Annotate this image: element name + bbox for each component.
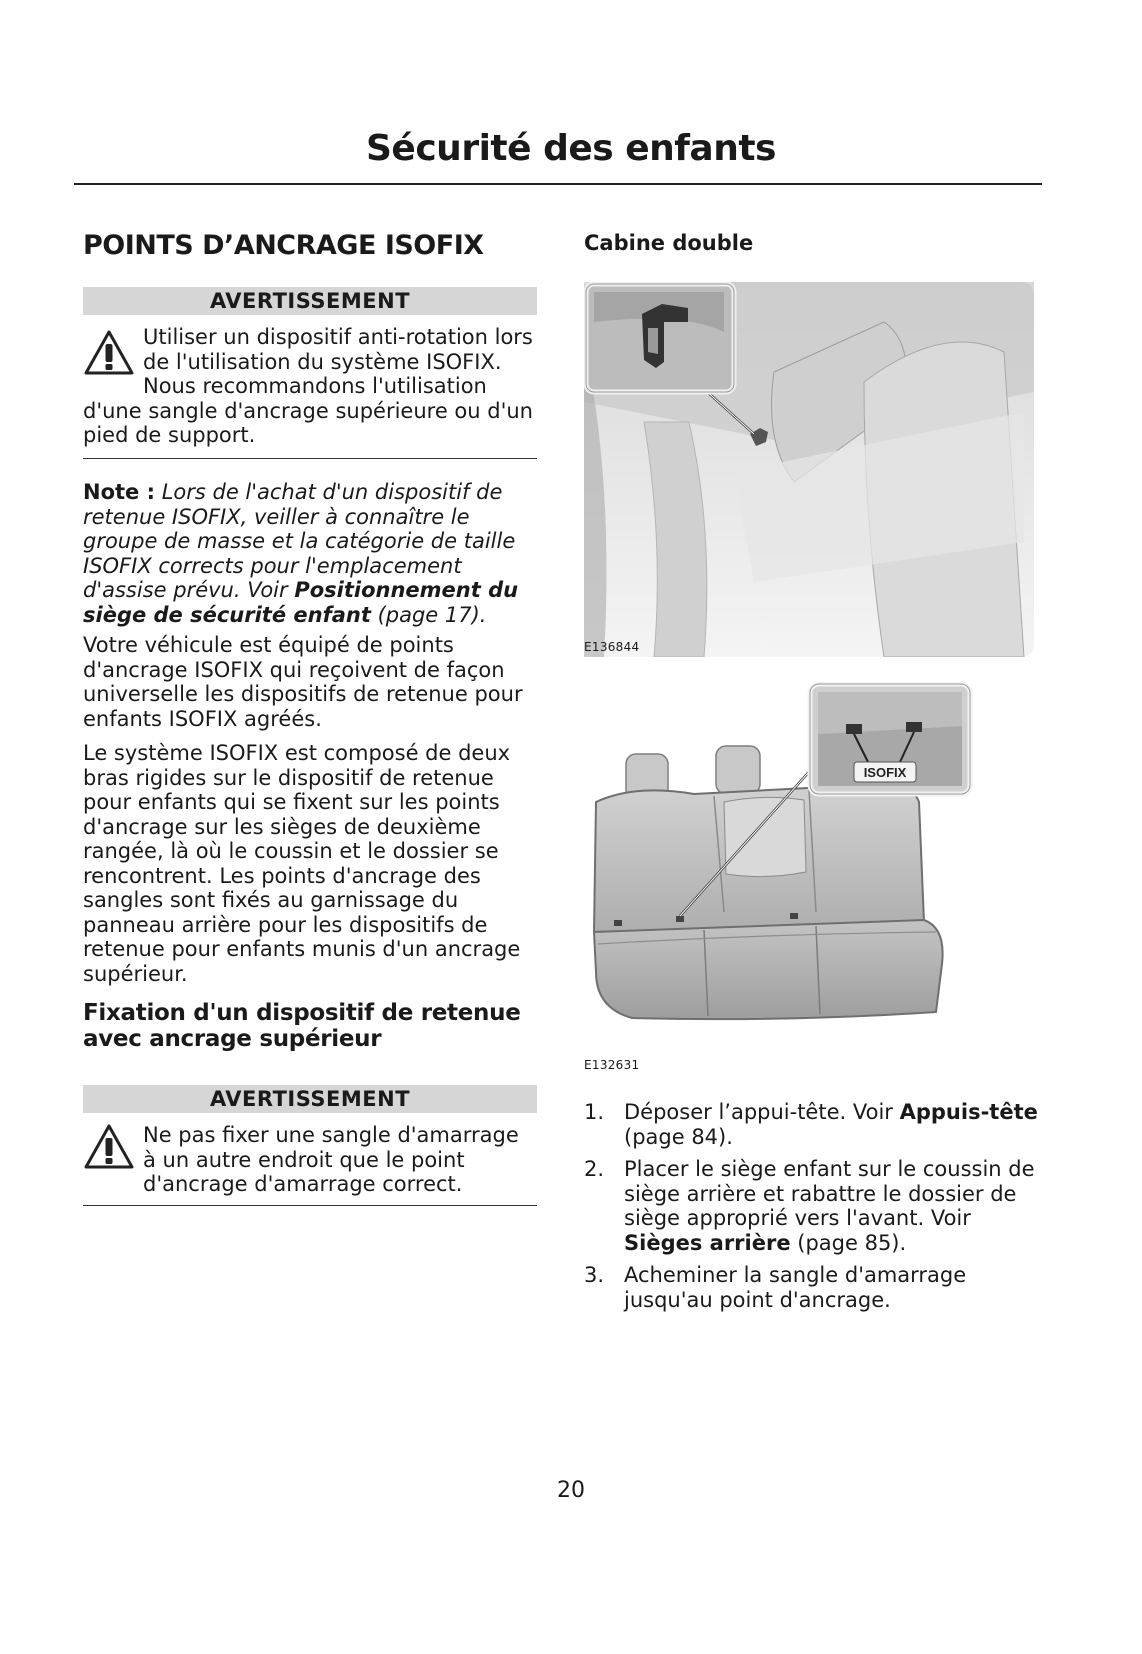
instruction-steps bbox=[584, 1100, 1044, 1320]
step-page-ref: (page 85). bbox=[797, 1230, 907, 1255]
step-link[interactable]: Appuis-tête bbox=[899, 1100, 1038, 1124]
step-text: Acheminer la sangle d'amarrage jusqu'au point d'ancrage. bbox=[624, 1263, 967, 1312]
figure-tether-anchor bbox=[584, 282, 1034, 657]
warning-triangle-icon bbox=[83, 1123, 135, 1171]
list-item bbox=[584, 1157, 1044, 1255]
warning-text: Ne pas fixer une sangle d'amarrage à un autre endroit que le point d'ancrage d'amarrage correct. bbox=[143, 1123, 519, 1196]
page-title: Sécurité des enfants bbox=[366, 128, 776, 169]
warning-label: AVERTISSEMENT bbox=[83, 1085, 537, 1113]
warning-divider bbox=[83, 458, 537, 459]
subsection-heading: Fixation d'un dispositif de retenue avec ancrage supérieur bbox=[83, 1000, 521, 1052]
list-item bbox=[584, 1263, 1044, 1312]
page-number: 20 bbox=[557, 1478, 585, 1503]
step-link[interactable]: Sièges arrière bbox=[624, 1230, 791, 1255]
warning-label: AVERTISSEMENT bbox=[83, 287, 537, 315]
cab-label: Cabine double bbox=[584, 231, 754, 255]
warning-text: Utiliser un dispositif anti-rotation lors de l'utilisation du système ISOFIX. Nous recommandons l'utilisation d'une sangle d'ancrage supérieure ou d'un pied de support. bbox=[83, 325, 533, 447]
step-text: Placer le siège enfant sur le coussin de siège arrière et rabattre le dossier de siège approprié vers l'avant. Voir bbox=[624, 1157, 1035, 1230]
note-link[interactable]: Positionnement du siège de sécurité enfant bbox=[83, 578, 519, 627]
step-text: Déposer l’appui-tête. Voir bbox=[624, 1100, 893, 1124]
step-number: 3. bbox=[584, 1263, 605, 1287]
note-label: Note : bbox=[83, 480, 155, 504]
paragraph-1: Votre véhicule est équipé de points d'ancrage ISOFIX qui reçoivent de façon universelle les dispositifs de retenue pour enfants ISOFIX agréés. bbox=[83, 633, 523, 731]
figure-1-code: E136844 bbox=[584, 640, 640, 654]
warning-triangle-icon bbox=[83, 329, 135, 377]
warning-box-1 bbox=[83, 287, 537, 459]
figure-rear-seat bbox=[584, 682, 1034, 1022]
title-divider bbox=[74, 183, 1042, 185]
warning-box-2 bbox=[83, 1085, 537, 1206]
warning-divider bbox=[83, 1205, 537, 1206]
note bbox=[83, 480, 537, 627]
figure-2-code: E132631 bbox=[584, 1058, 640, 1072]
note-text: Lors de l'achat d'un dispositif de retenue ISOFIX, veiller à connaître le groupe de masse et la catégorie de taille ISOFIX corrects pour l'emplacement d'assise prévu. Voir bbox=[83, 480, 516, 602]
note-page-ref: (page 17). bbox=[377, 602, 487, 627]
step-number: 2. bbox=[584, 1157, 605, 1181]
list-item bbox=[584, 1100, 1044, 1149]
step-number: 1. bbox=[584, 1100, 605, 1124]
section-heading: POINTS D’ANCRAGE ISOFIX bbox=[83, 230, 484, 261]
step-page-ref: (page 84). bbox=[624, 1124, 733, 1149]
paragraph-2: Le système ISOFIX est composé de deux bras rigides sur le dispositif de retenue pour enfants qui se fixent sur les points d'ancrage sur les sièges de deuxième rangée, là où le coussin et le dossier se rencontrent. Les points d'ancrage des sangles sont fixés au garnissage du panneau arrière pour les dispositifs de retenue pour enfants munis d'un ancrage supérieur. bbox=[83, 741, 521, 986]
isofix-callout-label: ISOFIX bbox=[863, 765, 907, 780]
